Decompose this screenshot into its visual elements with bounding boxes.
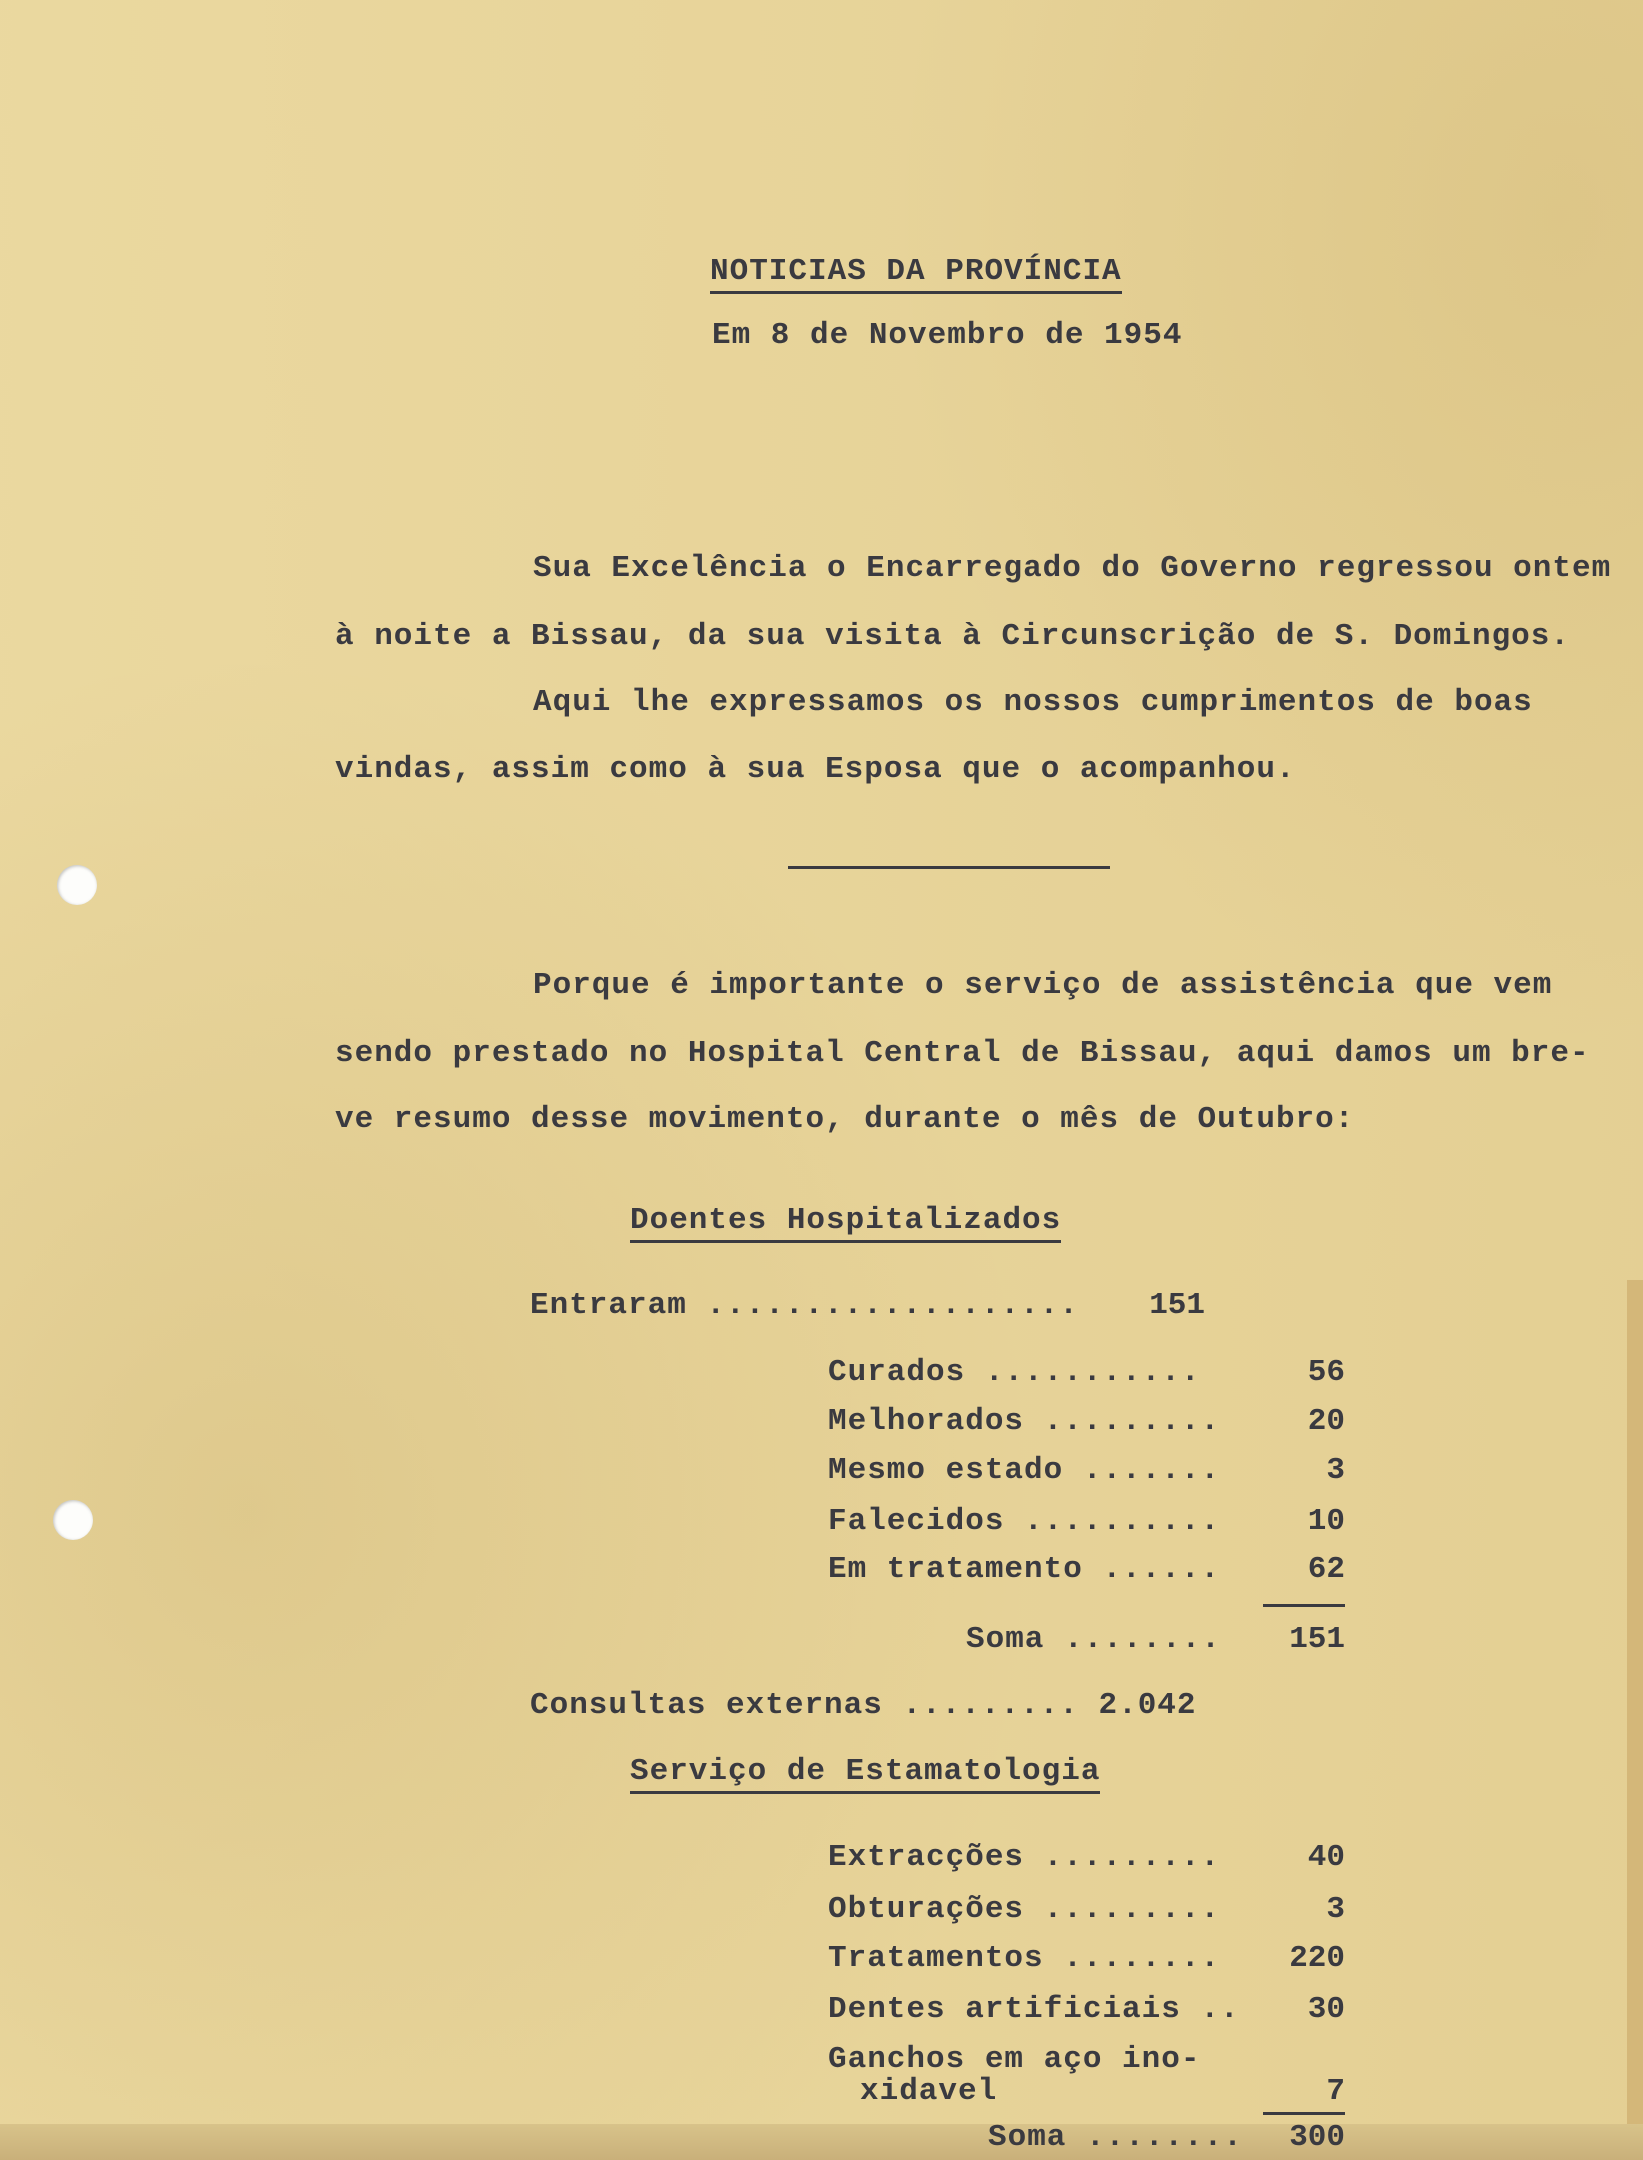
row-label: Curados ...........: [828, 1355, 1201, 1390]
row-value: 30: [1307, 1992, 1345, 2027]
hospitalized-title: Doentes Hospitalizados: [630, 1205, 1061, 1243]
paragraph2-line2: sendo prestado no Hospital Central de Bissau, aqui damos um bre-: [335, 1036, 1590, 1071]
row-value: 7: [1326, 2074, 1345, 2109]
row-label: Em tratamento ......: [828, 1552, 1221, 1587]
row-label: Extracções .........: [828, 1840, 1221, 1875]
document-date: Em 8 de Novembro de 1954: [712, 318, 1183, 353]
external-consultations: Consultas externas ......... 2.042: [530, 1688, 1197, 1723]
sum-rule: [1263, 1604, 1345, 1607]
paragraph1-line3: Aqui lhe expressamos os nossos cumprimentos de boas: [533, 685, 1533, 720]
stomatology-title: Serviço de Estamatologia: [630, 1756, 1100, 1794]
stomatology-sum-label: Soma ........: [988, 2120, 1243, 2155]
row-value: 20: [1307, 1404, 1345, 1439]
paragraph1-line4: vindas, assim como à sua Esposa que o acompanhou.: [335, 752, 1296, 787]
punch-hole-top: [57, 865, 97, 905]
entered-value: 151: [1149, 1288, 1205, 1323]
row-label: Falecidos ..........: [828, 1504, 1221, 1539]
row-value: 56: [1307, 1355, 1345, 1390]
row-label: Tratamentos ........: [828, 1941, 1221, 1976]
row-value: 40: [1307, 1840, 1345, 1875]
hospitalized-sum-label: Soma ........: [966, 1622, 1221, 1657]
paper-edge-right: [1627, 1280, 1643, 2160]
stomatology-sum-value: 300: [1289, 2120, 1345, 2155]
paragraph2-line1: Porque é importante o serviço de assistência que vem: [533, 968, 1553, 1003]
hospitalized-sum-value: 151: [1289, 1622, 1345, 1657]
paragraph1-line2: à noite a Bissau, da sua visita à Circunscrição de S. Domingos.: [335, 619, 1570, 654]
row-value: 62: [1307, 1552, 1345, 1587]
row-label-cont: xidavel: [860, 2074, 998, 2109]
entered-label: Entraram ...................: [530, 1288, 1079, 1323]
row-value: 220: [1289, 1941, 1345, 1976]
row-value: 10: [1307, 1504, 1345, 1539]
row-label: Mesmo estado .......: [828, 1453, 1221, 1488]
row-label: Obturações .........: [828, 1892, 1221, 1927]
row-label: Ganchos em aço ino-: [828, 2042, 1201, 2077]
row-label: Melhorados .........: [828, 1404, 1221, 1439]
punch-hole-bottom: [53, 1500, 93, 1540]
document-title: NOTICIAS DA PROVÍNCIA: [710, 256, 1122, 294]
paper-edge-bottom: [0, 2120, 1643, 2160]
paragraph1-line1: Sua Excelência o Encarregado do Governo regressou ontem: [533, 551, 1612, 586]
row-value: 3: [1326, 1892, 1345, 1927]
row-label: Dentes artificiais ..: [828, 1992, 1240, 2027]
paragraph2-line3: ve resumo desse movimento, durante o mês de Outubro:: [335, 1102, 1355, 1137]
row-value: 3: [1326, 1453, 1345, 1488]
sum-rule: [1263, 2112, 1345, 2115]
section-divider: [788, 866, 1110, 869]
